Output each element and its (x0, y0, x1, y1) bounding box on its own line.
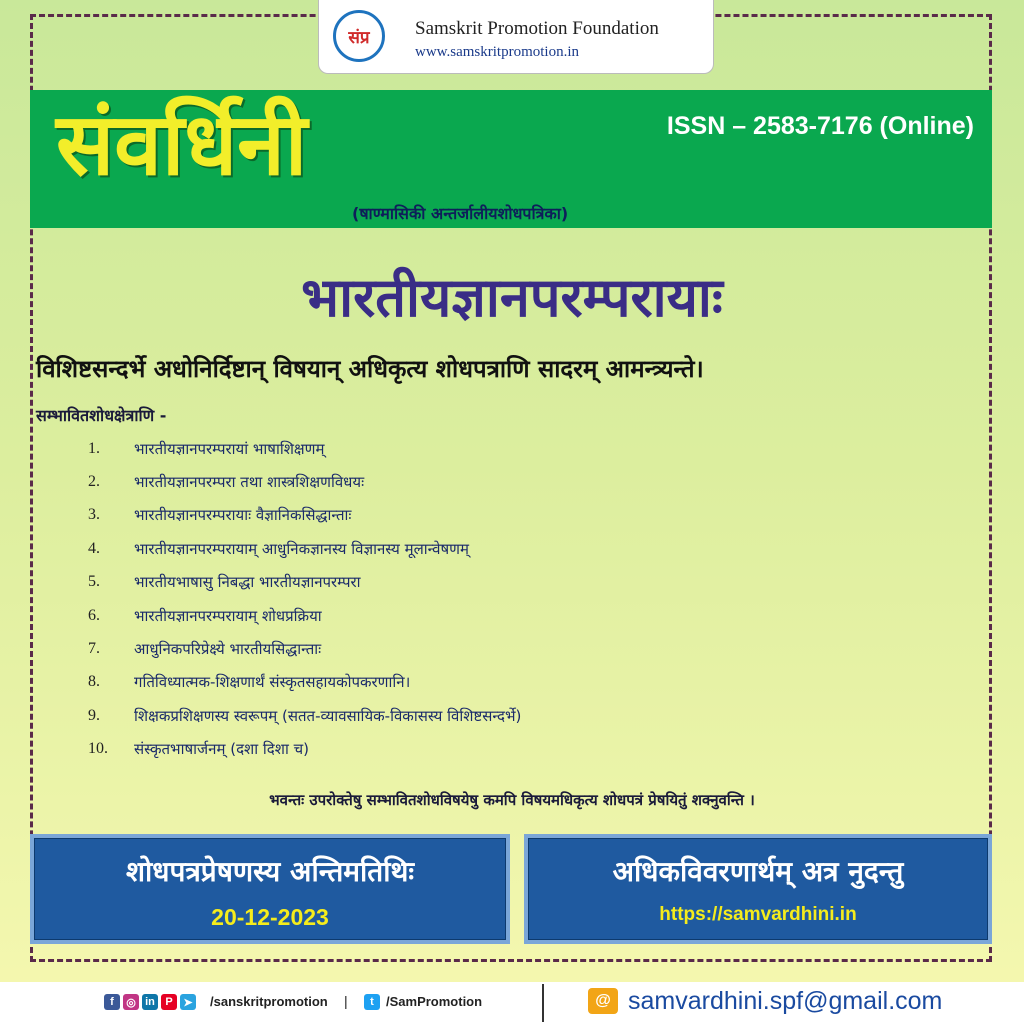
submission-note: भवन्तः उपरोक्तेषु सम्भावितशोधविषयेषु कमपि विषयमधिकृत्य शोधपत्रं प्रेषयितुं शक्नुवन्ति । (269, 791, 755, 809)
topic-text: भारतीयज्ञानपरम्परायां भाषाशिक्षणम् (134, 439, 325, 458)
research-topics-list (88, 432, 521, 766)
footer-bar (0, 982, 1024, 1024)
topic-number: 4. (88, 539, 100, 557)
call-for-papers-intro: विशिष्टसन्दर्भे अधोनिर्दिष्टान् विषयान् अधिकृत्य शोधपत्राणि सादरम् आमन्त्र्यन्ते। (36, 355, 704, 383)
theme-heading: भारतीयज्ञानपरम्परायाः (301, 266, 723, 329)
topic-text: भारतीयज्ञानपरम्परायाः वैज्ञानिकसिद्धान्ताः (134, 506, 352, 525)
social-handle[interactable]: /sanskritpromotion (210, 994, 328, 1009)
topic-text: भारतीयज्ञानपरम्परायाम् आधुनिकज्ञानस्य विज्ञानस्य मूलान्वेषणम् (134, 539, 469, 558)
list-item (88, 666, 521, 699)
topic-number: 7. (88, 640, 100, 658)
deadline-label: शोधपत्रप्रेषणस्य अन्तिमतिथिः (125, 855, 415, 888)
pinterest-icon[interactable]: P (161, 994, 177, 1010)
topic-number: 3. (88, 506, 100, 524)
topic-number: 5. (88, 573, 100, 591)
list-item (88, 432, 521, 465)
info-panel[interactable] (524, 834, 992, 944)
topic-number: 2. (88, 473, 100, 491)
linkedin-icon[interactable]: in (142, 994, 158, 1010)
topic-text: भारतीयभाषासु निबद्धा भारतीयज्ञानपरम्परा (134, 573, 361, 592)
issn-number: ISSN – 2583-7176 (Online) (666, 112, 974, 140)
journal-subtitle: (षाण्मासिकी अन्तर्जालीयशोधपत्रिका) (352, 204, 569, 223)
list-item (88, 699, 521, 732)
topic-number: 6. (88, 606, 100, 624)
topic-number: 9. (88, 706, 100, 724)
org-name: Samskrit Promotion Foundation (415, 18, 659, 39)
list-item (88, 499, 521, 532)
topic-text: संस्कृतभाषार्जनम् (दशा दिशा च) (134, 740, 309, 759)
footer-separator: | (344, 993, 348, 1009)
topic-text: गतिविध्यात्मक-शिक्षणार्थं संस्कृतसहायकोपकरणानि। (134, 673, 411, 692)
topic-text: भारतीयज्ञानपरम्परायाम् शोधप्रक्रिया (134, 606, 322, 625)
logo-header (318, 0, 714, 74)
topic-number: 8. (88, 673, 100, 691)
info-label: अधिकविवरणार्थम् अत्र नुदन्तु (612, 855, 904, 888)
footer-divider (542, 984, 544, 1022)
list-item (88, 566, 521, 599)
topic-text: आधुनिकपरिप्रेक्ष्ये भारतीयसिद्धान्ताः (134, 640, 322, 659)
twitter-handle[interactable]: /SamPromotion (386, 994, 483, 1009)
deadline-date: 20-12-2023 (211, 904, 329, 930)
topic-number: 10. (88, 740, 108, 758)
topic-number: 1. (88, 439, 100, 457)
list-item (88, 465, 521, 498)
twitter-icon[interactable]: t (364, 994, 380, 1010)
website-link[interactable]: https://samvardhini.in (659, 904, 857, 925)
list-item (88, 599, 521, 632)
list-item (88, 632, 521, 665)
topic-text: भारतीयज्ञानपरम्परा तथा शास्त्रशिक्षणविधयः (134, 473, 365, 492)
list-item (88, 733, 521, 766)
telegram-icon[interactable]: ➤ (180, 994, 196, 1010)
topic-text: शिक्षकप्रशिक्षणस्य स्वरूपम् (सतत-व्यावसायिक-विकासस्य विशिष्टसन्दर्भे) (134, 706, 522, 725)
social-icons-group (104, 994, 196, 1010)
instagram-icon[interactable]: ◎ (123, 994, 139, 1010)
org-website-link[interactable]: www.samskritpromotion.in (415, 44, 580, 60)
deadline-panel (30, 834, 510, 944)
research-areas-label: सम्भावितशोधक्षेत्राणि - (36, 406, 167, 425)
list-item (88, 532, 521, 565)
email-icon: @ (588, 988, 618, 1014)
journal-title: संवर्धिनी (56, 95, 308, 195)
foundation-logo-icon: संप्र (333, 10, 385, 62)
facebook-icon[interactable]: f (104, 994, 120, 1010)
contact-email[interactable]: samvardhini.spf@gmail.com (628, 987, 943, 1015)
